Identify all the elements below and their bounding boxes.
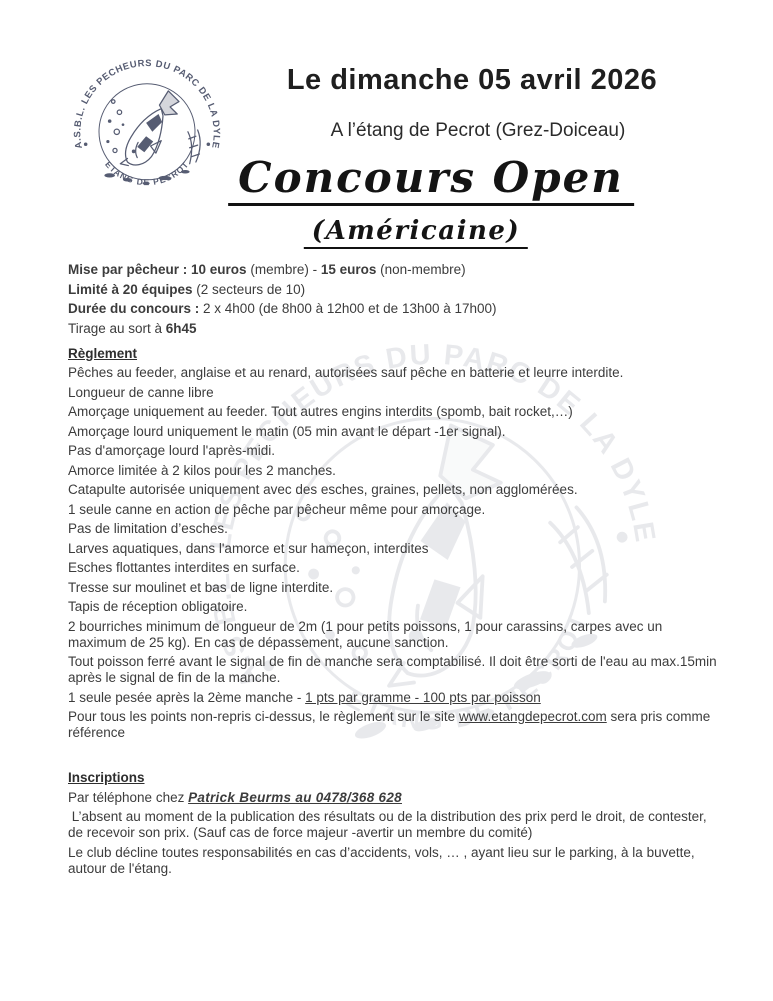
site-text-pre: Pour tous les points non-repris ci-dessus, le règlement sur le site <box>68 709 459 724</box>
equipes-limit: Limité à 20 équipes <box>68 281 193 297</box>
rule-line: Longueur de canne libre <box>68 384 214 400</box>
rule-line: Tout poisson ferré avant le signal de fin de manche sera comptabilisé. Il doit être sorti de l'eau au max.15min après le signal de fin de la manche. <box>68 654 717 685</box>
rule-line: Tresse sur moulinet et bas de ligne interdite. <box>68 579 334 595</box>
rule-line: Pas de limitation d’esches. <box>68 521 228 536</box>
reglement-heading: Règlement <box>68 345 138 361</box>
pesee-text: 1 seule pesée après la 2ème manche - <box>68 689 306 705</box>
club-logo <box>58 50 236 210</box>
rule-line: Tapis de réception obligatoire. <box>68 599 248 614</box>
detail-line-mise <box>68 262 720 278</box>
rule-line-pesee <box>68 690 720 706</box>
rule-line: Pêches au feeder, anglaise et au renard, autorisées sauf pêche en batterie et leurre interdite. <box>68 365 624 380</box>
rule-line: 1 seule canne en action de pêche par pêcheur même pour amorçage. <box>68 501 486 517</box>
location-subtitle: A l’étang de Pecrot (Grez-Doiceau) <box>330 120 626 141</box>
detail-line-equipes <box>68 282 720 298</box>
pesee-points: 1 pts par gramme - 100 pts par poisson <box>305 689 541 705</box>
rule-line: Amorce limitée à 2 kilos pour les 2 manches. <box>68 462 336 478</box>
tirage-time: 6h45 <box>165 320 197 336</box>
website-link[interactable]: www.etangdepecrot.com <box>458 709 607 724</box>
mise-amount-member: Mise par pêcheur : 10 euros <box>68 262 247 277</box>
mise-amount-nonmember: 15 euros <box>320 262 377 277</box>
rule-line: Esches flottantes interdites en surface. <box>68 560 300 575</box>
phone-label: Par téléphone chez <box>68 789 189 805</box>
absent-note: L’absent au moment de la publication des résultats ou de la distribution des prix perd le droit, de contester, de recevoir son prix. (Sauf cas de force majeur -avertir un membre du comité) <box>68 809 707 840</box>
rule-line: Amorçage lourd uniquement le matin (05 min avant le départ -1er signal). <box>68 423 506 439</box>
site-text-post: sera pris comme référence <box>68 709 711 740</box>
date-title: Le dimanche 05 avril 2026 <box>286 64 658 96</box>
duree-detail: 2 x 4h00 (de 8h00 à 12h00 et de 13h00 à 17h00) <box>199 301 497 316</box>
phone-contact: Patrick Beurms au 0478/368 628 <box>188 789 402 805</box>
body-text <box>68 262 720 880</box>
equipes-detail: (2 secteurs de 10) <box>192 281 306 297</box>
mise-nonmember-label: (non-membre) <box>376 262 466 277</box>
inscriptions-heading: Inscriptions <box>68 770 145 785</box>
rule-line: 2 bourriches minimum de longueur de 2m (1 pour petits poissons, 1 pour carassins, carpes avec un maximum de 25 kg). En cas de dépassement, aucune sanction. <box>68 618 663 650</box>
rule-line-site <box>68 709 720 741</box>
tirage-label: Tirage au sort à <box>68 320 166 336</box>
rule-line: Amorçage uniquement au feeder. Tout autres engins interdits (spomb, bait rocket,…) <box>68 404 573 419</box>
duree-label: Durée du concours : <box>68 301 200 316</box>
rule-line: Larves aquatiques, dans l'amorce et sur hameçon, interdites <box>68 540 429 556</box>
detail-line-tirage <box>68 321 720 337</box>
event-title: Concours Open <box>228 153 634 206</box>
phone-line <box>68 790 720 806</box>
rule-line: Pas d'amorçage lourd l'après-midi. <box>68 443 275 458</box>
mise-member-label: (membre) - <box>246 262 321 277</box>
event-subtitle: (Américaine) <box>304 216 528 249</box>
detail-line-duree <box>68 301 720 317</box>
rule-line: Catapulte autorisée uniquement avec des esches, graines, pellets, non agglomérées. <box>68 482 578 497</box>
liability-note: Le club décline toutes responsabilités en cas d’accidents, vols, … , ayant lieu sur le parking, à la buvette, autour de l'étang. <box>68 844 695 876</box>
